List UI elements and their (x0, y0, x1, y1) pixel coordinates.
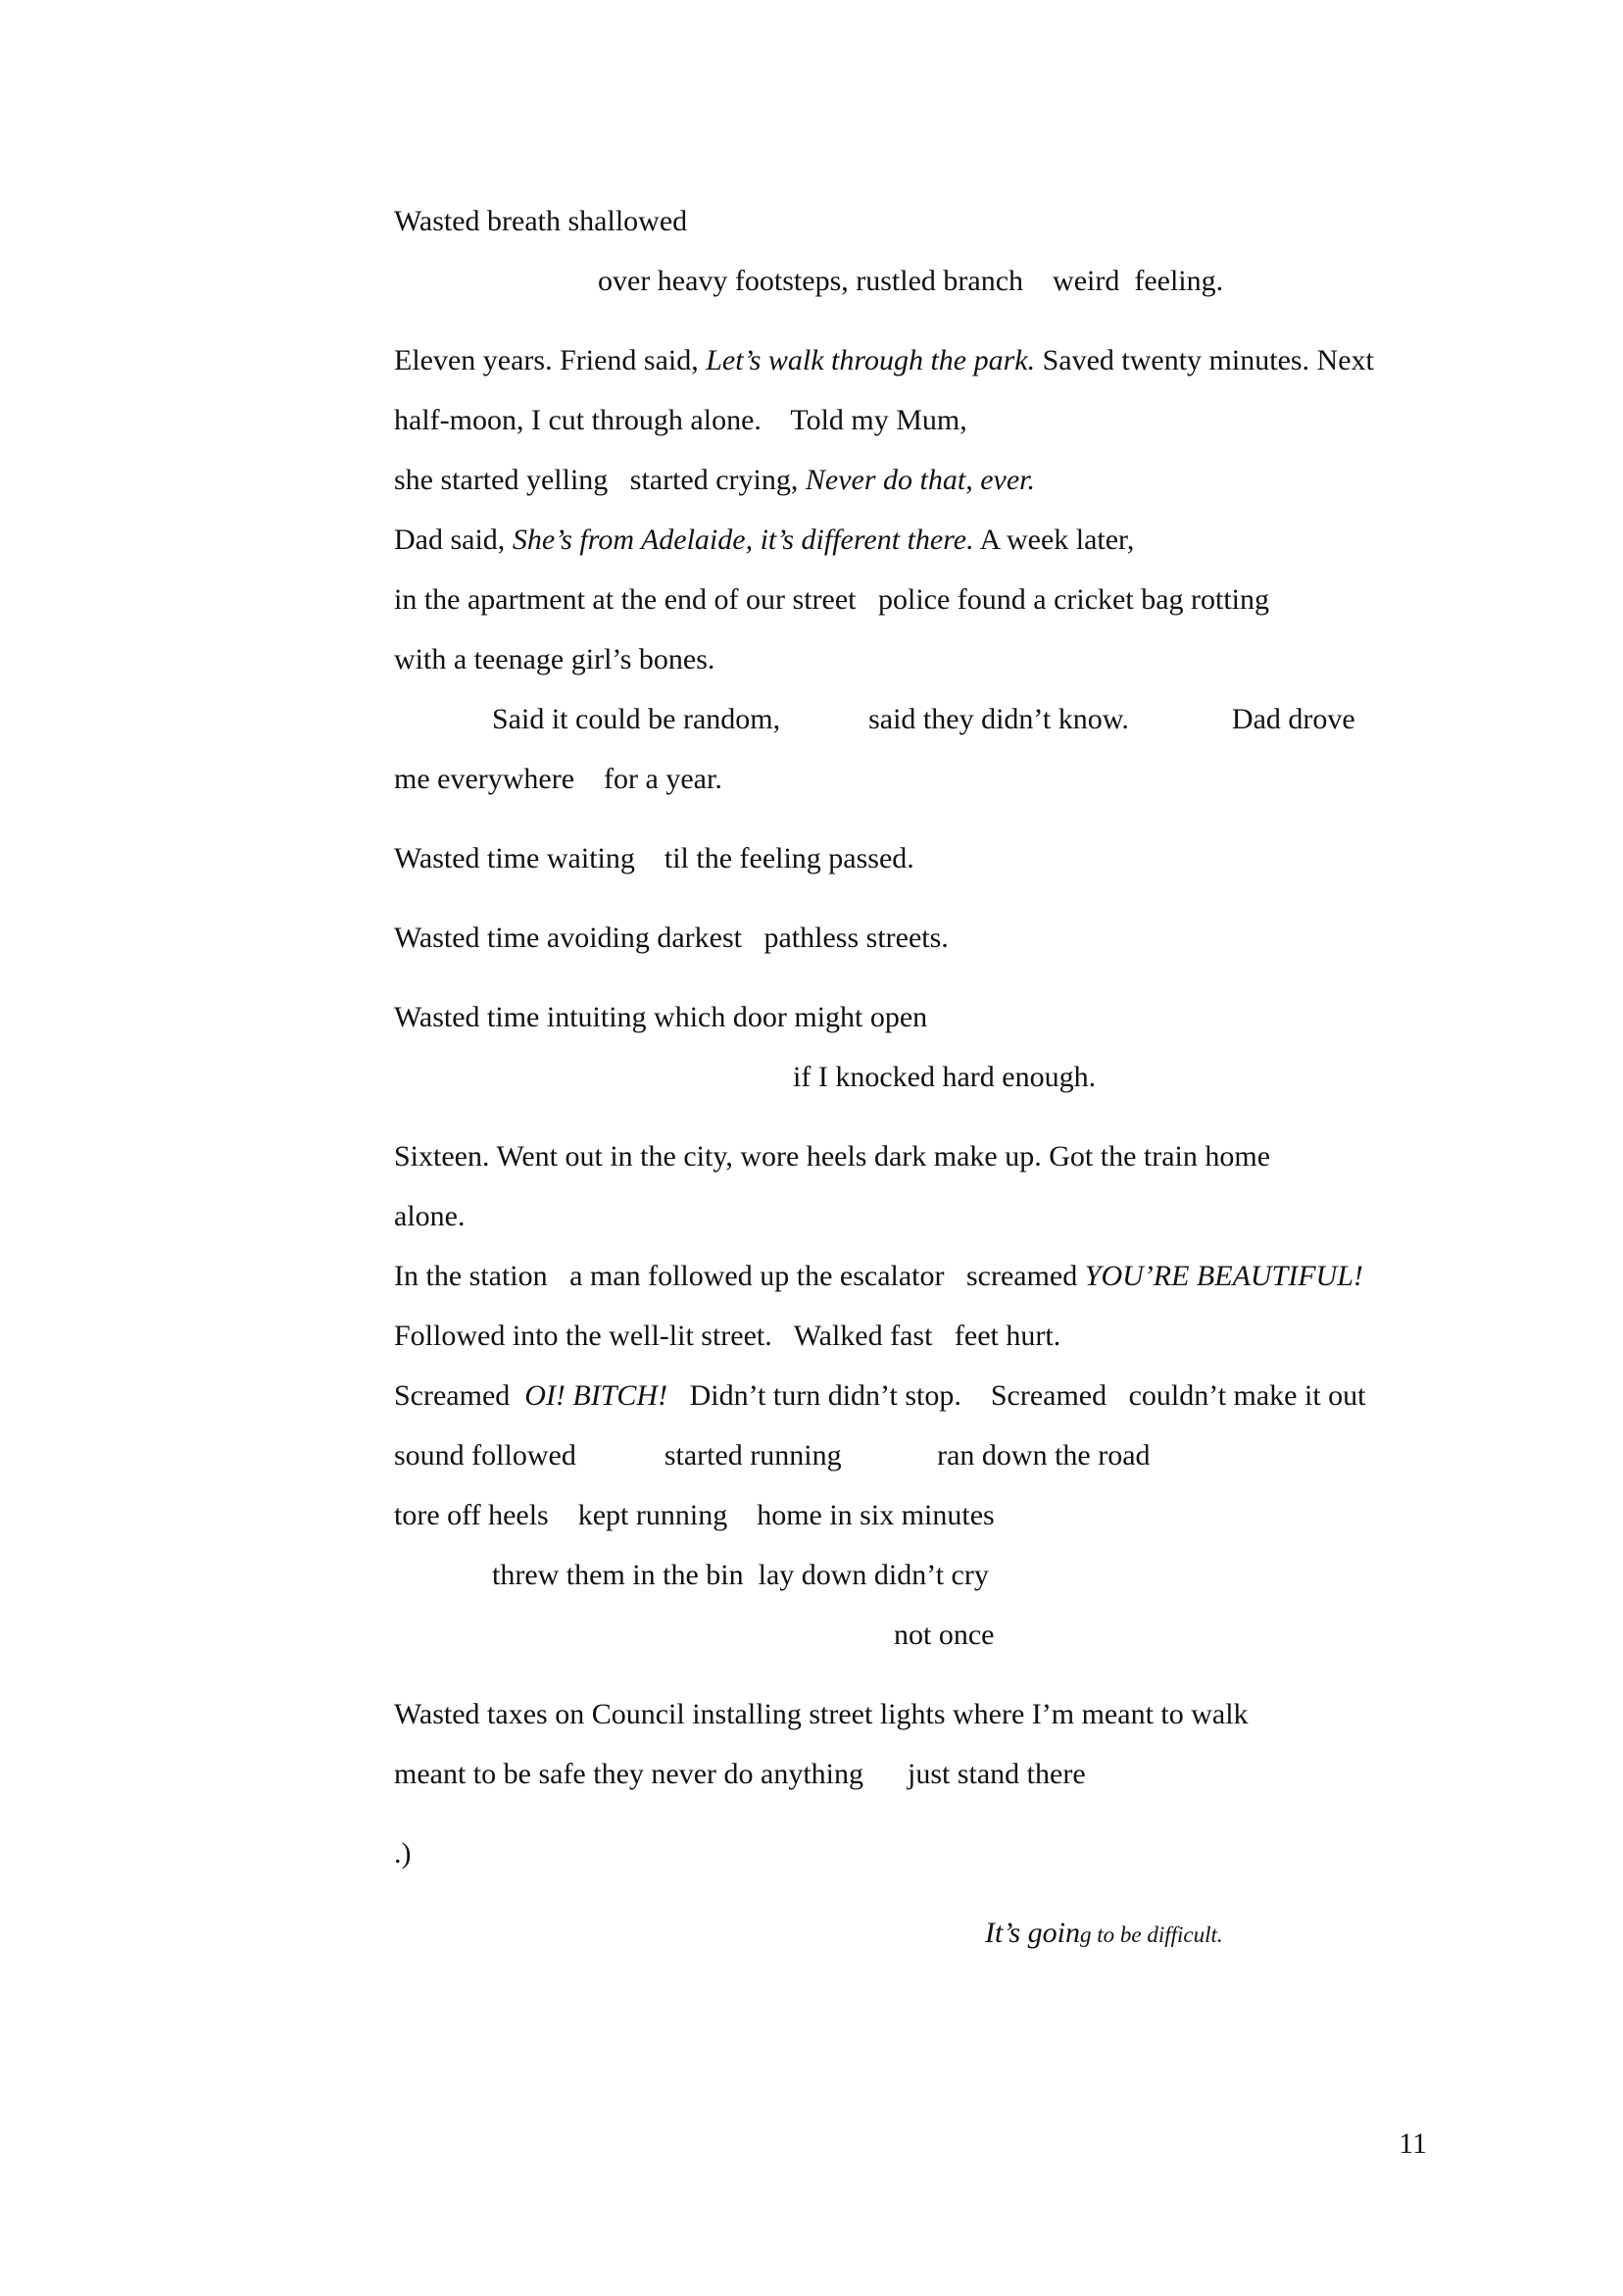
poem-segment: Wasted time avoiding darkest pathless streets. (394, 922, 949, 954)
poem-line (394, 1047, 1590, 1107)
poem-line (394, 450, 1590, 510)
poem-line (394, 1485, 1590, 1545)
poem-line (394, 1605, 1590, 1665)
poem-segment: me everywhere for a year. (394, 763, 722, 795)
poem-segment: Said it could be random, said they didn’t know. Dad drove (492, 703, 1355, 735)
poem-line (394, 330, 1590, 390)
poem-segment: tore off heels kept running home in six minutes (394, 1499, 995, 1531)
poem-line (394, 1366, 1590, 1425)
poem-line (394, 987, 1590, 1047)
poem-line (394, 390, 1590, 450)
poem-segment: Dad said, (394, 524, 513, 556)
poem-segment: in the apartment at the end of our street police found a cricket bag rotting (394, 583, 1270, 616)
poem-segment: half-moon, I cut through alone. Told my Mum, (394, 404, 967, 436)
poem-segment: In the station a man followed up the escalator screamed (394, 1260, 1085, 1292)
poem-segment: .) (394, 1837, 412, 1870)
poem (394, 191, 1590, 1984)
poem-segment-italic: She’s from Adelaide, it’s different there. (512, 524, 974, 556)
poem-segment-italic: It’s goin (985, 1917, 1080, 1949)
poem-segment-italic: OI! BITCH! (524, 1379, 668, 1412)
poem-segment: Sixteen. Went out in the city, wore heels dark make up. Got the train home (394, 1140, 1271, 1173)
poem-segment-italic: Let’s walk through the park. (706, 344, 1036, 376)
poem-segment: meant to be safe they never do anything just stand there (394, 1758, 1086, 1790)
poem-segment: Wasted time waiting til the feeling passed. (394, 842, 914, 874)
poem-segment-italic: g to be difficult. (1079, 1922, 1223, 1947)
poem-line (394, 1246, 1590, 1306)
poem-segment: Followed into the well-lit street. Walked fast feet hurt. (394, 1320, 1061, 1352)
stanza (394, 1684, 1590, 1804)
poem-segment: alone. (394, 1200, 466, 1232)
poem-line (394, 1545, 1590, 1605)
poem-line (394, 570, 1590, 629)
stanza (394, 987, 1590, 1107)
poem-segment: Wasted taxes on Council installing street lights where I’m meant to walk (394, 1698, 1249, 1730)
stanza (394, 828, 1590, 888)
poem-line (394, 629, 1590, 689)
poem-line (394, 828, 1590, 888)
poem-segment-italic: YOU’RE BEAUTIFUL! (1084, 1260, 1363, 1292)
stanza (394, 1823, 1590, 1883)
poem-segment: Eleven years. Friend said, (394, 344, 707, 376)
page-number: 11 (1399, 2127, 1427, 2160)
poem-segment: over heavy footsteps, rustled branch weird feeling. (598, 265, 1224, 297)
stanza (394, 908, 1590, 968)
poem-line (394, 191, 1590, 251)
poem-line (394, 1186, 1590, 1246)
poem-segment: threw them in the bin lay down didn’t cry (492, 1559, 989, 1591)
poem-segment-italic: Never do that, ever. (805, 464, 1035, 496)
poem-segment: Didn’t turn didn’t stop. Screamed couldn’t make it out (667, 1379, 1366, 1412)
stanza (394, 1903, 1590, 1965)
stanza (394, 1126, 1590, 1665)
poem-segment: Wasted breath shallowed (394, 205, 688, 237)
poem-line (394, 510, 1590, 570)
poem-segment: if I knocked hard enough. (793, 1061, 1097, 1093)
poem-line (394, 689, 1590, 749)
poem-segment: not once (894, 1619, 995, 1651)
poem-segment: with a teenage girl’s bones. (394, 643, 715, 675)
poem-line (394, 749, 1590, 809)
poem-line (394, 1425, 1590, 1485)
poem-line (394, 1903, 1590, 1965)
poem-segment: sound followed started running ran down the road (394, 1439, 1151, 1472)
poem-line (394, 1306, 1590, 1366)
stanza (394, 191, 1590, 311)
poem-line (394, 908, 1590, 968)
poem-line (394, 1744, 1590, 1804)
poem-line (394, 251, 1590, 311)
poem-segment: she started yelling started crying, (394, 464, 806, 496)
poem-segment: Screamed (394, 1379, 525, 1412)
stanza (394, 330, 1590, 809)
poem-segment: A week later, (973, 524, 1135, 556)
poem-segment: Wasted time intuiting which door might open (394, 1001, 928, 1033)
poem-line (394, 1684, 1590, 1744)
poem-line (394, 1823, 1590, 1883)
poem-line (394, 1126, 1590, 1186)
poem-segment: Saved twenty minutes. Next (1035, 344, 1374, 376)
